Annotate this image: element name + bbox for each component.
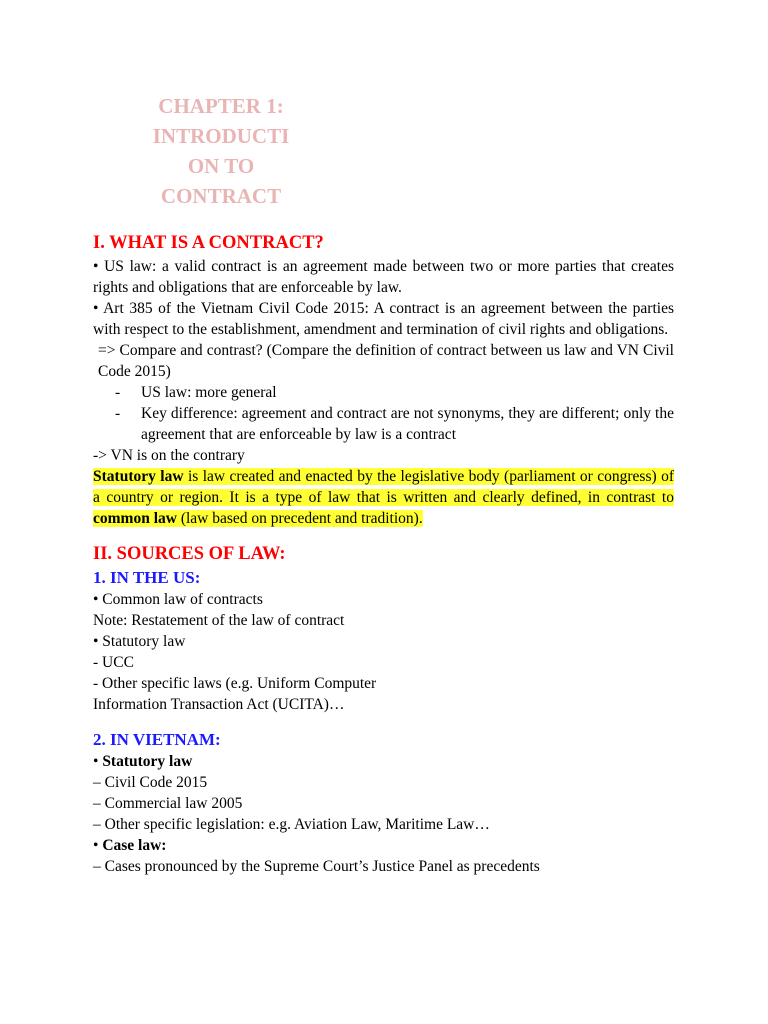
list-item: Information Transaction Act (UCITA)… (93, 696, 345, 713)
list-item: - UCC (93, 654, 134, 671)
list-item: - Other specific laws (e.g. Uniform Computer (93, 675, 377, 692)
bullet: • (93, 837, 103, 854)
highlighted-definition (93, 466, 674, 529)
label-statutory-law: Statutory law (102, 753, 193, 770)
section-heading-sources-of-law: II. SOURCES OF LAW: (93, 544, 286, 564)
list-item (93, 751, 674, 772)
chapter-title-line: CONTRACT (160, 184, 282, 208)
term-statutory-law: Statutory law (93, 468, 184, 485)
list-item: • Common law of contracts (93, 591, 263, 608)
list-item: Note: Restatement of the law of contract (93, 612, 345, 629)
list-item-text: Key difference: agreement and contract are not synonyms, they are different; only the agreement that are enforceable by law is a contract (141, 405, 674, 443)
term-common-law: common law (93, 510, 177, 527)
list-item: – Civil Code 2015 (93, 774, 208, 791)
subsection-heading-vietnam: 2. IN VIETNAM: (93, 730, 221, 749)
list-item: • Statutory law (93, 633, 186, 650)
chapter-title-line: CHAPTER 1: (158, 94, 284, 118)
document-body (93, 230, 674, 877)
definition-text: is law created and enacted by the legislative body (parliament or congress) of a country or region. It is a type of law that is written and clearly defined, in contrast to (93, 468, 674, 506)
subsection-heading-us: 1. IN THE US: (93, 568, 201, 587)
chapter-title-line: ON TO (187, 154, 255, 178)
chapter-title (140, 91, 302, 211)
list-item: – Cases pronounced by the Supreme Court’s Justice Panel as precedents (93, 858, 540, 875)
dash-marker: - (115, 384, 121, 401)
list-item (93, 403, 674, 445)
label-case-law: Case law: (102, 837, 167, 854)
bullet: • (93, 753, 103, 770)
definition-text: (law based on precedent and tradition). (176, 510, 423, 527)
section-heading-what-is-contract: I. WHAT IS A CONTRACT? (93, 233, 324, 253)
paragraph-vn-contrary: -> VN is on the contrary (93, 447, 245, 464)
list-item-text: US law: more general (141, 384, 277, 401)
paragraph-us-law: • US law: a valid contract is an agreement made between two or more parties that creates rights and obligations that are enforceable by law. (93, 258, 674, 296)
chapter-title-line: INTRODUCTI (152, 124, 290, 148)
paragraph-compare: => Compare and contrast? (Compare the definition of contract between us law and VN Civil Code 2015) (98, 342, 674, 380)
paragraph-art-385: • Art 385 of the Vietnam Civil Code 2015: A contract is an agreement between the parties with respect to the establishment, amendment and termination of civil rights and obligations. (93, 300, 674, 338)
list-item (93, 382, 674, 403)
list-item: – Commercial law 2005 (93, 795, 243, 812)
list-item (93, 835, 674, 856)
list-item: – Other specific legislation: e.g. Aviation Law, Maritime Law… (93, 816, 490, 833)
dash-marker: - (115, 405, 121, 422)
